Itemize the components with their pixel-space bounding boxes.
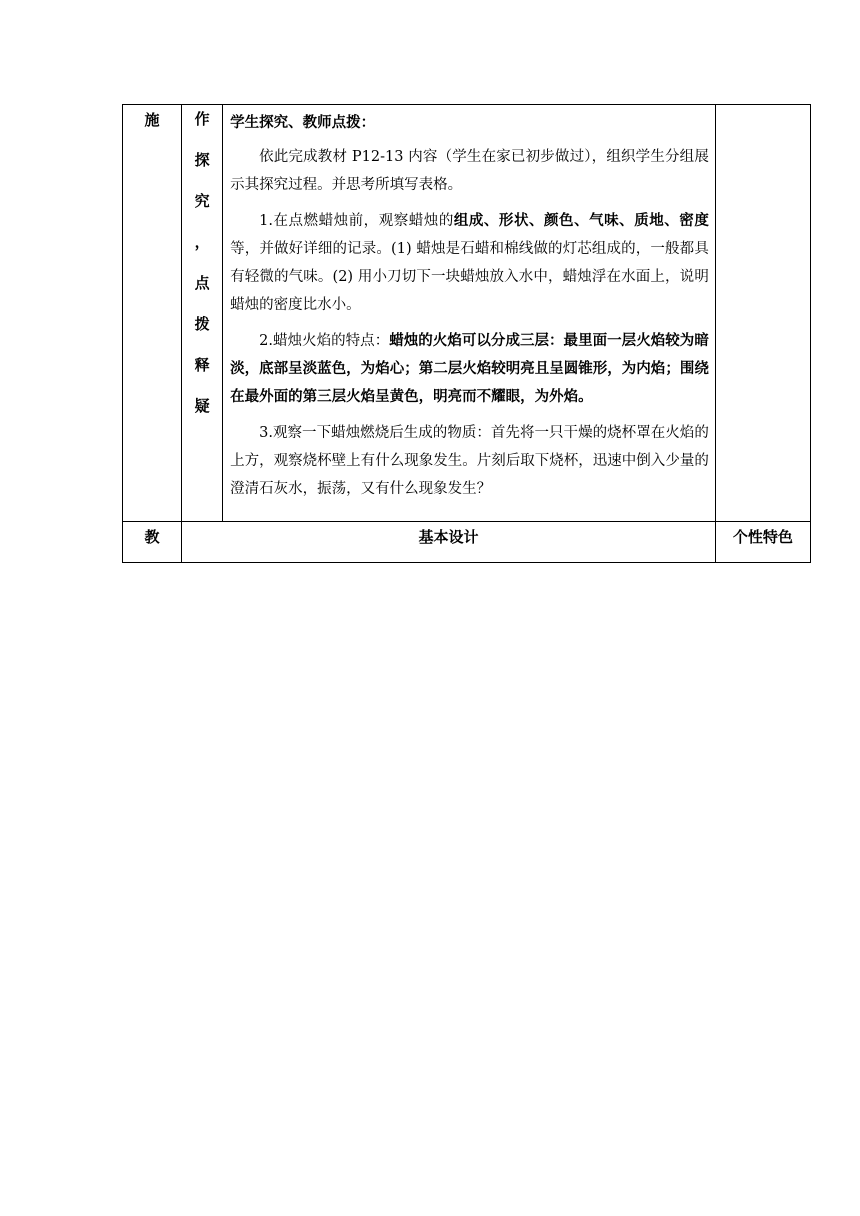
table-row bbox=[123, 105, 811, 522]
stage-label: 教 bbox=[123, 522, 182, 563]
text-run: 1.在点燃蜡烛前，观察蜡烛的 bbox=[259, 213, 454, 229]
lesson-plan-table bbox=[122, 104, 811, 563]
vertical-char: 拨 bbox=[194, 315, 210, 333]
bold-text: 蜡烛的火焰可以分成三层：最里面一层火焰较为暗淡，底部呈淡蓝色，为焰心；第二层火焰较明亮且呈圆锥形，为内焰；围绕在最外面的第三层火焰呈黄色，明亮而不耀眼，为外焰。 bbox=[230, 333, 709, 405]
vertical-char: 点 bbox=[194, 274, 210, 292]
notes-cell bbox=[715, 105, 810, 522]
paragraph-intro: 依此完成教材 P12-13 内容（学生在家已初步做过），组织学生分组展示其探究过程。并思考所填写表格。 bbox=[230, 149, 709, 193]
column-header-basic-design: 基本设计 bbox=[182, 522, 716, 563]
column-header-features: 个性特色 bbox=[715, 522, 810, 563]
paragraph-flame bbox=[230, 327, 709, 411]
bold-text: 组成、形状、颜色、气味、质地、密度 bbox=[453, 213, 709, 229]
vertical-char: 作 bbox=[194, 110, 210, 128]
text-run: 等，并做好详细的记录。(1) 蜡烛是石蜡和棉线做的灯芯组成的，一般都具有轻微的气味。(2) 用小刀切下一块蜡烛放入水中，蜡烛浮在水面上，说明蜡烛的密度比水小。 bbox=[230, 241, 709, 313]
vertical-char: ， bbox=[194, 233, 210, 251]
section-heading: 学生探究、教师点拨： bbox=[230, 115, 376, 131]
text-run: 2.蜡烛火焰的特点： bbox=[259, 333, 390, 349]
vertical-char: 究 bbox=[194, 192, 210, 210]
vertical-char: 疑 bbox=[194, 397, 210, 415]
table-row bbox=[123, 522, 811, 563]
paragraph-observe-candle bbox=[230, 207, 709, 319]
vertical-char: 释 bbox=[194, 356, 210, 374]
vertical-char: 探 bbox=[194, 151, 210, 169]
activity-content bbox=[223, 105, 716, 522]
stage-label: 施 bbox=[123, 105, 182, 522]
activity-label-vertical bbox=[182, 105, 223, 522]
paragraph-products: 3.观察一下蜡烛燃烧后生成的物质：首先将一只干燥的烧杯罩在火焰的上方，观察烧杯壁上有什么现象发生。片刻后取下烧杯，迅速中倒入少量的澄清石灰水，振荡，又有什么现象发生？ bbox=[230, 425, 709, 497]
